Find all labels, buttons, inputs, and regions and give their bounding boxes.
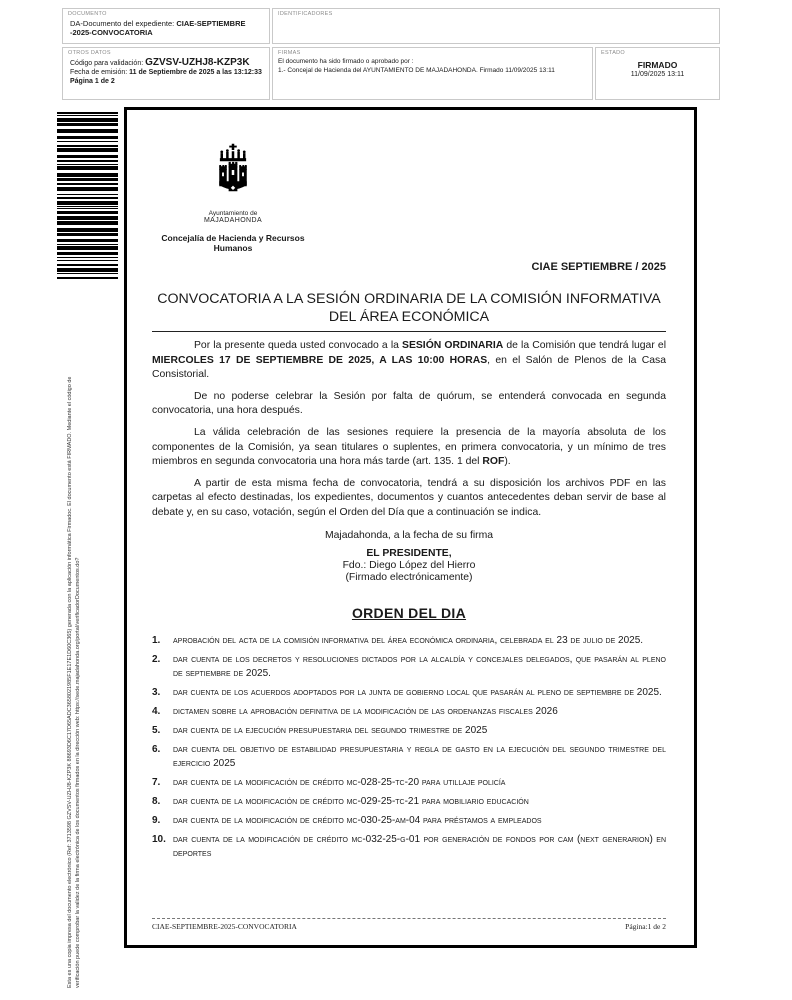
signer-name: Fdo.: Diego López del Hierro	[342, 559, 476, 571]
otros-datos-box	[62, 47, 270, 100]
footer-document-code: CIAE-SEPTIEMBRE-2025-CONVOCATORIA	[152, 922, 297, 931]
document-title: CONVOCATORIA A LA SESIÓN ORDINARIA DE LA COMISIÓN INFORMATIVA DEL ÁREA ECONÓMICA	[157, 291, 661, 325]
agenda-item-number: 4.	[152, 705, 161, 717]
agenda-item-number: 1.	[152, 634, 161, 646]
department-line-1: Concejalía de Hacienda y Recursos	[161, 233, 305, 243]
firmas-line-2: 1.- Concejal de Hacienda del AYUNTAMIENTO DE MAJADAHONDA. Firmado 11/09/2025 13:11	[278, 66, 555, 74]
paragraph: La válida celebración de las sesiones requiere la presencia de la mayoría absoluta de los componentes de la Comisión, ya sean titulares o suplentes, en primera convocatoria, y un mínimo de tres miembros en segunda convocatoria una hora más tarde (art. 135. 1 del ROF).	[152, 426, 666, 468]
city-emblem-block	[152, 143, 314, 253]
footer-page-number: Página:1 de 2	[625, 922, 666, 931]
agenda-item-number: 7.	[152, 776, 161, 788]
firmas-label: FIRMAS	[278, 50, 301, 56]
agenda-item-text: aprobación del acta de la comisión informativa del área económica ordinaria, celebrada el 23 de julio de 2025.	[173, 634, 644, 646]
agenda-item	[152, 653, 666, 681]
documento-label: DOCUMENTO	[68, 11, 107, 17]
org-name-line-1: Ayuntamiento de	[208, 210, 258, 217]
agenda-item	[152, 705, 666, 719]
identificadores-label: IDENTIFICADORES	[278, 11, 333, 17]
fecha-value: 11 de Septiembre de 2025 a las 13:12:33	[129, 69, 262, 76]
title-rule	[152, 331, 666, 332]
agenda-item-number: 8.	[152, 795, 161, 807]
barcode	[57, 112, 118, 279]
codigo-value: GZVSV-UZHJ8-KZP3K	[145, 57, 250, 68]
estado-status: FIRMADO	[637, 60, 678, 70]
agenda-item-text: dar cuenta del objetivo de estabilidad presupuestaria y regla de gasto en la ejecución del segundo trimestre del ejercicio 2025	[173, 743, 666, 769]
estado-box	[595, 47, 720, 100]
pagina-indicador: Página 1 de 2	[70, 78, 115, 85]
documento-expediente: CIAE-SEPTIEMBRE -2025-CONVOCATORIA	[70, 19, 246, 37]
body-paragraphs	[152, 339, 666, 521]
paragraph: A partir de esta misma fecha de convocatoria, tendrá a su disposición los archivos PDF en las carpetas al efecto destinadas, los expedientes, documentos y cuantos antecedentes deban servir de base al debate y, en su caso, votación, según el Orden del Día que a continuación se indica.	[152, 477, 666, 518]
agenda-item-number: 6.	[152, 743, 161, 755]
agenda-item-number: 10.	[152, 833, 166, 845]
side-note-line-2: verificación puede comprobar la validez de la firma electrónica de los documentos firmados en la dirección web: https://sede.majadahonda.org/portal/verificadorDocumentos.do?	[75, 557, 81, 988]
agenda-item	[152, 634, 666, 648]
agenda-item-number: 5.	[152, 724, 161, 736]
firmas-line-1: El documento ha sido firmado o aprobado por :	[278, 58, 414, 65]
agenda-item	[152, 814, 666, 828]
metadata-row-1	[62, 8, 720, 44]
agenda-item	[152, 795, 666, 809]
otros-datos-label: OTROS DATOS	[68, 50, 111, 56]
agenda-item-text: dar cuenta de la ejecución presupuestaria del segundo trimestre de 2025	[173, 724, 488, 736]
documento-box	[62, 8, 270, 44]
org-name-line-2: MAJADAHONDA	[203, 217, 263, 224]
department-line-2: Humanos	[213, 243, 253, 253]
agenda-item-number: 2.	[152, 653, 161, 665]
page-footer	[152, 918, 666, 931]
agenda-list	[152, 634, 666, 861]
agenda-item-text: dar cuenta de la modificación de crédito mc-032-25-g-01 por generación de fondos por cam (next generarion) en deportes	[173, 833, 666, 859]
fecha-label: Fecha de emisión:	[70, 69, 130, 76]
agenda-item	[152, 686, 666, 700]
codigo-label: Código para validación:	[70, 60, 146, 67]
fecha-emision	[68, 68, 264, 77]
paragraph: De no poderse celebrar la Sesión por falta de quórum, se entenderá convocada en segunda convocatoria, una hora después.	[152, 390, 666, 417]
documento-prefix: DA-Documento del expediente:	[70, 19, 177, 28]
metadata-header	[62, 8, 720, 103]
agenda-item	[152, 724, 666, 738]
metadata-row-2	[62, 47, 720, 100]
department-name	[152, 233, 314, 253]
agenda-title: ORDEN DEL DIA	[351, 604, 467, 621]
firmas-box	[272, 47, 593, 100]
codigo-validacion	[68, 58, 264, 68]
documento-value	[68, 19, 264, 37]
side-note-line-1: Esta es una copia impresa del documento electrónico (Ref: 3713598 GZVSV-UZHJ8-KZP3K 88693D6C17D65ADC3658021985F1E17E1D60C365) generada con la aplicación informática Firmadoc. El documento está FIRMADO. Mediante el código de	[67, 376, 73, 988]
signature-note: (Firmado electrónicamente)	[345, 572, 473, 584]
place-date-line: Majadahonda, a la fecha de su firma	[324, 529, 494, 541]
estado-label: ESTADO	[601, 50, 626, 56]
agenda-item	[152, 833, 666, 861]
agenda-item-text: dar cuenta de la modificación de crédito mc-029-25-tc-21 para mobiliario educación	[173, 795, 529, 807]
agenda-item	[152, 776, 666, 790]
agenda-item	[152, 743, 666, 771]
identificadores-box	[272, 8, 720, 44]
signer-role: EL PRESIDENTE,	[366, 547, 452, 559]
agenda-item-text: dar cuenta de la modificación de crédito mc-030-25-am-04 para préstamos a empleados	[173, 814, 542, 826]
agenda-item-number: 9.	[152, 814, 161, 826]
agenda-item-number: 3.	[152, 686, 161, 698]
document-frame	[124, 107, 697, 948]
paragraph: Por la presente queda usted convocado a la SESIÓN ORDINARIA de la Comisión que tendrá lugar el MIERCOLES 17 DE SEPTIEMBRE DE 2025, A LAS 10:00 HORAS, en el Salón de Plenos de la Casa Consistorial.	[152, 340, 667, 381]
document-reference: CIAE SEPTIEMBRE / 2025	[531, 261, 666, 273]
agenda-item-text: dar cuenta de la modificación de crédito mc-028-25-tc-20 para utillaje policía	[173, 776, 506, 788]
agenda-item-text: dar cuenta de los decretos y resoluciones dictados por la alcaldía y concejales delegados, que pasarán al pleno de septiembre de 2025.	[173, 653, 666, 679]
agenda-item-text: dictamen sobre la aprobación definitiva de la modificación de las ordenanzas fiscales 2026	[173, 705, 558, 717]
estado-datetime: 11/09/2025 13:11	[630, 71, 685, 78]
agenda-item-text: dar cuenta de los acuerdos adoptados por la junta de gobierno local que pasarán al pleno de septiembre de 2025.	[173, 686, 662, 698]
majadahonda-coat-of-arms-icon	[213, 143, 253, 207]
verification-side-note	[66, 288, 82, 988]
